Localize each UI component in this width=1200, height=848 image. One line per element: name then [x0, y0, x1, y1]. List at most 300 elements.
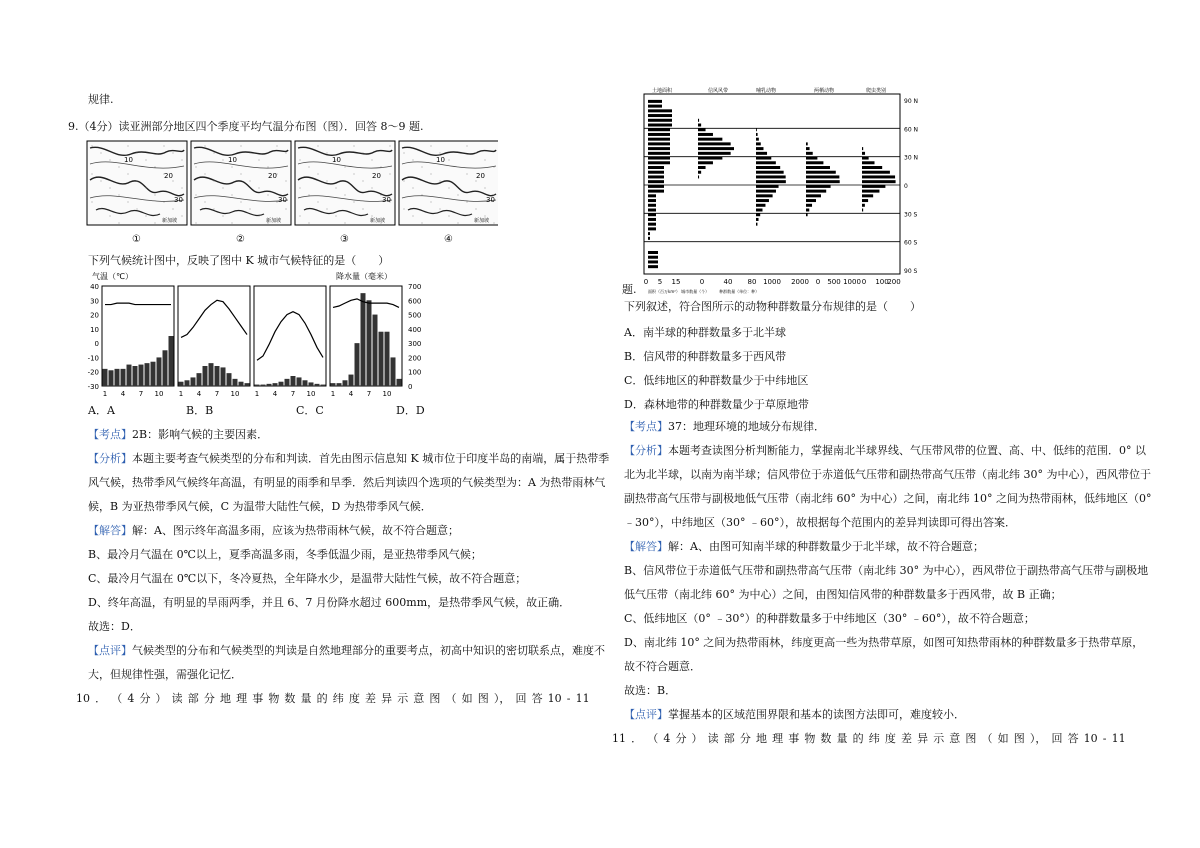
precip-bar	[337, 383, 342, 386]
map-number: ④	[444, 234, 453, 245]
map-dot	[173, 209, 174, 210]
map-dot	[494, 223, 495, 224]
latitude-bar	[648, 147, 670, 150]
latitude-bar	[648, 190, 664, 193]
city-label: 新加坡	[474, 218, 490, 224]
map-dot	[345, 167, 346, 168]
x-tick: 1000	[763, 278, 781, 286]
title-char: 答	[1067, 732, 1079, 745]
map-dot	[309, 223, 310, 224]
precip-bar	[221, 367, 226, 386]
right-fenxi-line-2: 北为北半球，以南为南半球；信风带位于赤道低气压带和副热带高气压带（南北纬 30° 为中心），西风带位于	[624, 468, 1151, 481]
latitude-bar	[698, 175, 699, 178]
precip-bar	[245, 383, 250, 386]
latitude-bar	[862, 161, 875, 164]
latitude-bar	[756, 138, 759, 141]
map-dot	[354, 174, 355, 175]
jieda-line-1: 解：A、图示终年高温多雨，应该为热带雨林气候，故不符合题意；	[132, 524, 459, 537]
right-kaodian	[624, 420, 825, 434]
latitude-bar	[648, 223, 656, 226]
latitude-bar	[648, 260, 658, 263]
right-option-a[interactable]: A．南半球的种群数量多于北半球	[624, 326, 786, 339]
title-char: 11	[612, 732, 626, 745]
city-label: 新加坡	[162, 218, 178, 224]
option-d[interactable]: D．D	[396, 404, 425, 417]
precip-tick: 300	[408, 340, 422, 349]
latitude-bar	[698, 119, 699, 122]
latitude-bar	[648, 124, 672, 127]
latitude-bar	[648, 213, 656, 216]
map-dot	[182, 188, 183, 189]
map-dot	[327, 209, 328, 210]
map-dot	[372, 160, 373, 161]
latitude-bar	[806, 194, 821, 197]
latitude-bar	[756, 223, 757, 226]
map-dot	[196, 223, 197, 224]
latitude-bar	[756, 166, 780, 169]
latitude-bar	[806, 166, 830, 169]
latitude-bar	[648, 157, 670, 160]
title-char: 理	[236, 692, 248, 705]
climate-chart	[102, 286, 174, 398]
panel-title: 两栖动物	[814, 88, 835, 94]
map-dot	[449, 188, 450, 189]
title-char: 度	[348, 692, 360, 705]
month-tick: 7	[366, 390, 372, 398]
map-dot	[476, 153, 477, 154]
map-dot	[101, 181, 102, 182]
latitude-bar	[756, 171, 784, 174]
latitude-bar	[756, 213, 760, 216]
latitude-bar	[698, 157, 722, 160]
map-dot	[164, 146, 165, 147]
temp-tick: 40	[90, 283, 99, 291]
latitude-bar	[806, 185, 831, 188]
map-dot	[119, 167, 120, 168]
title-char: 分	[739, 732, 751, 745]
asia-temperature-maps	[86, 140, 498, 246]
map-dot	[404, 181, 405, 182]
precip-tick: 0	[408, 383, 413, 391]
latitude-bar	[756, 194, 773, 197]
temp-tick: 20	[90, 311, 99, 320]
fenxi-line-3: 候，B 为亚热带季风气候，C 为温带大陆性气候，D 为热带季风气候．	[88, 500, 432, 513]
title-char: 事	[252, 692, 264, 705]
map-dot	[372, 188, 373, 189]
latitude-bar	[648, 180, 664, 183]
map-dot	[300, 188, 301, 189]
fenxi-tag: 【分析】	[88, 452, 132, 465]
x-tick: 0	[643, 278, 649, 286]
title-char: 的	[852, 732, 864, 745]
latitude-bar	[862, 185, 885, 188]
title-char: 的	[316, 692, 328, 705]
latitude-bar	[648, 199, 656, 202]
month-tick: 1	[254, 390, 260, 398]
latitude-bar	[756, 133, 758, 136]
right-jieda-tag: 【解答】	[624, 540, 668, 553]
latitude-bar	[862, 209, 863, 212]
temp-tick: -10	[87, 354, 99, 363]
map-dot	[137, 181, 138, 182]
map-dot	[485, 188, 486, 189]
latitude-bar	[756, 175, 786, 178]
map-dot	[137, 209, 138, 210]
latitude-bar	[698, 166, 706, 169]
title-char: 11	[575, 692, 590, 705]
latitude-bar	[756, 157, 771, 160]
month-tick: 10	[306, 390, 316, 398]
map-frame	[191, 141, 291, 225]
latitude-bar	[862, 171, 890, 174]
latitude-bar	[698, 161, 713, 164]
x-tick: 500	[827, 278, 841, 286]
title-char: 分	[139, 692, 151, 705]
latitude-bar	[648, 227, 656, 230]
map-dot	[250, 153, 251, 154]
latitude-panel	[698, 119, 734, 179]
map-frame	[295, 141, 395, 225]
right-kaodian-text: 37：地理环境的地域分布规律．	[668, 420, 825, 433]
map-dot	[241, 146, 242, 147]
right-option-b[interactable]: B．信风带的种群数量多于西风带	[624, 350, 787, 363]
isotherm-value: 20	[268, 172, 277, 180]
map-dot	[110, 160, 111, 161]
map-dot	[404, 209, 405, 210]
title-char: 度	[884, 732, 896, 745]
map-dot	[327, 181, 328, 182]
map-dot	[390, 174, 391, 175]
latitude-bar	[756, 218, 759, 221]
precip-bar	[367, 300, 372, 386]
precip-bar	[321, 385, 326, 386]
map-dot	[268, 195, 269, 196]
right-kaodian-tag: 【考点】	[624, 420, 668, 433]
map-dot	[286, 209, 287, 210]
precip-bar	[103, 369, 108, 386]
map-dot	[413, 216, 414, 217]
dianping-line-1: 气候类型的分布和气候类型的判读是自然地理部分的重要考点，初高中知识的密切联系点，难度不	[132, 644, 605, 657]
latitude-bar	[756, 204, 765, 207]
title-char: ）	[691, 732, 703, 745]
precip-bar	[191, 377, 196, 386]
question-10-title	[76, 692, 590, 706]
map-dot	[250, 209, 251, 210]
latitude-bar	[806, 209, 809, 212]
latitude-bar	[756, 190, 776, 193]
map-dot	[232, 223, 233, 224]
map-dot	[286, 181, 287, 182]
dianping-line-2: 大，但规律性强，需强化记忆．	[88, 668, 242, 681]
latitude-bar	[648, 265, 658, 268]
latitude-bar	[648, 194, 656, 197]
map-dot	[318, 146, 319, 147]
map-dot	[309, 195, 310, 196]
latitude-difference-figure	[640, 86, 940, 302]
right-fenxi-line-1: 本题考查读图分析判断能力，掌握南北半球界线、气压带风带的位置、高、中、低纬的范围．0° 以	[668, 444, 1146, 457]
precip-axis-label: 降水量（毫米）	[336, 272, 392, 281]
continued-text: 规律.	[88, 93, 114, 106]
fenxi	[88, 452, 609, 466]
latitude-bar	[862, 175, 895, 178]
map-dot	[146, 188, 147, 189]
sub-question: 下列气候统计图中，反映了图中 K 城市气候特征的是（ ）	[88, 254, 390, 267]
title-char: 分	[675, 732, 687, 745]
title-char: 量	[836, 732, 848, 745]
latitude-bar	[648, 161, 670, 164]
precip-bar	[309, 382, 314, 386]
title-char: 分	[203, 692, 215, 705]
temp-tick: 30	[90, 297, 99, 306]
x-tick: 0	[699, 278, 705, 286]
title-char: 图	[429, 692, 441, 705]
map-dot	[363, 181, 364, 182]
map-dot	[354, 146, 355, 147]
title-char: 数	[820, 732, 832, 745]
latitude-label: 90 S	[904, 268, 918, 275]
latitude-bar	[756, 199, 769, 202]
latitude-label: 30 N	[904, 154, 919, 162]
latitude-bar	[806, 175, 839, 178]
latitude-bar	[756, 142, 761, 145]
precip-bar	[197, 373, 202, 386]
title-char: 读	[707, 732, 719, 745]
month-tick: 7	[290, 390, 296, 398]
temperature-map	[295, 141, 395, 245]
title-char: 意	[949, 732, 961, 745]
map-dot	[345, 223, 346, 224]
map-dot	[404, 153, 405, 154]
title-char: 11	[1111, 732, 1126, 745]
fenxi-line-2: 风气候，热带季风气候终年高温，有明显的雨季和旱季．然后判读四个选项的气候类型为：A 为热带雨林气	[88, 476, 606, 489]
map-dot	[241, 174, 242, 175]
month-tick: 10	[230, 390, 240, 398]
option-a[interactable]: A．A	[88, 404, 115, 417]
map-dot	[101, 153, 102, 154]
map-dot	[431, 202, 432, 203]
isotherm-value: 20	[164, 172, 173, 180]
precip-bar	[179, 382, 184, 386]
latitude-bar	[862, 190, 879, 193]
title-char: （	[981, 732, 993, 745]
map-dot	[205, 174, 206, 175]
map-dot	[128, 174, 129, 175]
right-option-c[interactable]: C．低纬地区的种群数量少于中纬地区	[624, 374, 809, 387]
latitude-bar	[648, 166, 664, 169]
map-dot	[318, 174, 319, 175]
kaodian	[88, 428, 268, 442]
latitude-bar	[648, 204, 656, 207]
isotherm-value: 20	[476, 172, 485, 180]
precip-tick: 600	[408, 297, 422, 306]
title-char: 理	[772, 732, 784, 745]
option-b[interactable]: B．B	[186, 404, 214, 417]
map-dot	[286, 153, 287, 154]
isotherm-value: 30	[382, 196, 391, 204]
latitude-bar	[806, 142, 808, 145]
latitude-bar	[648, 232, 650, 235]
precip-bar	[115, 369, 120, 386]
title-char: （	[111, 692, 123, 705]
latitude-label: 60 N	[904, 126, 919, 134]
panel-title: 哺乳动物	[756, 88, 777, 94]
x-tick: 100	[875, 278, 889, 286]
title-char: 图	[477, 692, 489, 705]
month-tick: 4	[272, 390, 278, 398]
right-question: 下列叙述，符合图所示的动物种群数量分布规律的是（ ）	[624, 300, 921, 313]
right-jieda-line-2: B、信风带位于赤道低气压带和副热带高气压带（南北纬 30° 为中心），西风带位于副热带高气压带与副极地	[624, 564, 1149, 577]
city-label: 新加坡	[266, 218, 282, 224]
title-char: 数	[284, 692, 296, 705]
precip-bar	[133, 366, 138, 386]
title-char: 如	[997, 732, 1009, 745]
map-dot	[205, 202, 206, 203]
title-char: ．	[95, 692, 107, 705]
map-dot	[119, 223, 120, 224]
latitude-bar	[698, 142, 731, 145]
map-dot	[101, 209, 102, 210]
x-tick: 0	[815, 278, 821, 286]
precip-bar	[203, 366, 208, 386]
title-char: （	[647, 732, 659, 745]
month-tick: 10	[154, 390, 164, 398]
map-dot	[146, 216, 147, 217]
x-tick: 0	[861, 278, 867, 286]
latitude-bar	[806, 171, 836, 174]
x-tick: 1000	[843, 278, 861, 286]
map-dot	[92, 202, 93, 203]
map-dot	[327, 153, 328, 154]
map-dot	[440, 181, 441, 182]
precip-bar	[145, 363, 150, 386]
isotherm-value: 30	[486, 196, 495, 204]
map-dot	[196, 195, 197, 196]
precip-bar	[385, 332, 390, 386]
map-dot	[440, 209, 441, 210]
precip-bar	[127, 365, 132, 386]
precip-bar	[267, 384, 272, 386]
latitude-bar	[806, 147, 810, 150]
precip-bar	[255, 385, 260, 386]
right-option-d[interactable]: D．森林地带的种群数量少于草原地带	[624, 398, 809, 411]
isotherm-value: 10	[228, 156, 237, 164]
month-tick: 10	[382, 390, 392, 398]
map-dot	[173, 153, 174, 154]
latitude-bar	[862, 194, 873, 197]
map-dot	[300, 160, 301, 161]
right-fenxi-tag: 【分析】	[624, 444, 668, 457]
map-dot	[440, 153, 441, 154]
map-dot	[259, 160, 260, 161]
precip-bar	[361, 293, 366, 386]
map-dot	[449, 216, 450, 217]
latitude-bar	[648, 105, 662, 108]
title-char: 图	[1013, 732, 1025, 745]
title-char: 答	[531, 692, 543, 705]
latitude-bar	[698, 128, 706, 131]
title-char: ），	[1029, 732, 1047, 745]
map-frame	[87, 141, 187, 225]
title-char: 如	[461, 692, 473, 705]
latitude-panel	[648, 100, 672, 268]
map-dot	[232, 195, 233, 196]
map-dot	[345, 195, 346, 196]
title-char: ）	[155, 692, 167, 705]
latitude-panel	[756, 128, 786, 225]
right-answer: 故选：B．	[624, 684, 677, 697]
precip-bar	[261, 385, 266, 386]
map-dot	[128, 202, 129, 203]
map-dot	[494, 167, 495, 168]
latitude-bar	[698, 138, 722, 141]
question-11-title	[612, 732, 1126, 746]
map-dot	[146, 160, 147, 161]
precip-bar	[151, 362, 156, 386]
precip-tick: 100	[408, 368, 422, 377]
title-char: -	[1102, 732, 1107, 745]
title-char: 示	[933, 732, 945, 745]
climate-charts	[86, 270, 426, 402]
map-dot	[128, 146, 129, 147]
map-dot	[413, 188, 414, 189]
map-dot	[449, 160, 450, 161]
jieda-line-3: C、最冷月气温在 0℃以下，冬冷夏热，全年降水少，是温带大陆性气候，故不符合题意；	[88, 572, 527, 585]
month-tick: 1	[178, 390, 184, 398]
latitude-bar	[648, 100, 662, 103]
title-char: -	[566, 692, 571, 705]
map-dot	[467, 146, 468, 147]
precip-bar	[121, 369, 126, 386]
map-dot	[214, 181, 215, 182]
map-dot	[173, 181, 174, 182]
precip-bar	[343, 380, 348, 386]
jieda-tag: 【解答】	[88, 524, 132, 537]
climate-chart	[178, 286, 250, 398]
right-dianping	[624, 708, 965, 722]
map-dot	[110, 188, 111, 189]
option-c[interactable]: C．C	[296, 404, 324, 417]
dianping-tag: 【点评】	[88, 644, 132, 657]
temp-tick: -30	[87, 383, 99, 391]
map-dot	[155, 167, 156, 168]
precip-bar	[163, 350, 168, 386]
latitude-bar	[648, 133, 670, 136]
title-char: （	[445, 692, 457, 705]
month-tick: 7	[214, 390, 220, 398]
title-char: 差	[900, 732, 912, 745]
precip-bar	[279, 382, 284, 386]
map-dot	[250, 181, 251, 182]
latitude-bar	[806, 199, 816, 202]
latitude-bar	[648, 119, 672, 122]
latitude-bar	[648, 256, 658, 259]
title-char: 物	[804, 732, 816, 745]
jieda	[88, 524, 459, 538]
jieda-line-4: D、终年高温，有明显的旱雨两季，并且 6、7 月份降水超过 600mm，是热带季风气候，故正确．	[88, 596, 571, 609]
title-char: 示	[397, 692, 409, 705]
month-tick: 4	[348, 390, 354, 398]
right-fenxi	[624, 444, 1146, 458]
map-dot	[223, 188, 224, 189]
map-dot	[422, 167, 423, 168]
map-frame	[399, 141, 498, 225]
temp-tick: 10	[90, 325, 99, 334]
panel-title: 信风风带	[708, 88, 729, 94]
precip-bar	[297, 377, 302, 386]
panel-title: 爬虫类别	[866, 88, 887, 94]
isotherm-value: 10	[124, 156, 133, 164]
latitude-bar	[862, 199, 868, 202]
